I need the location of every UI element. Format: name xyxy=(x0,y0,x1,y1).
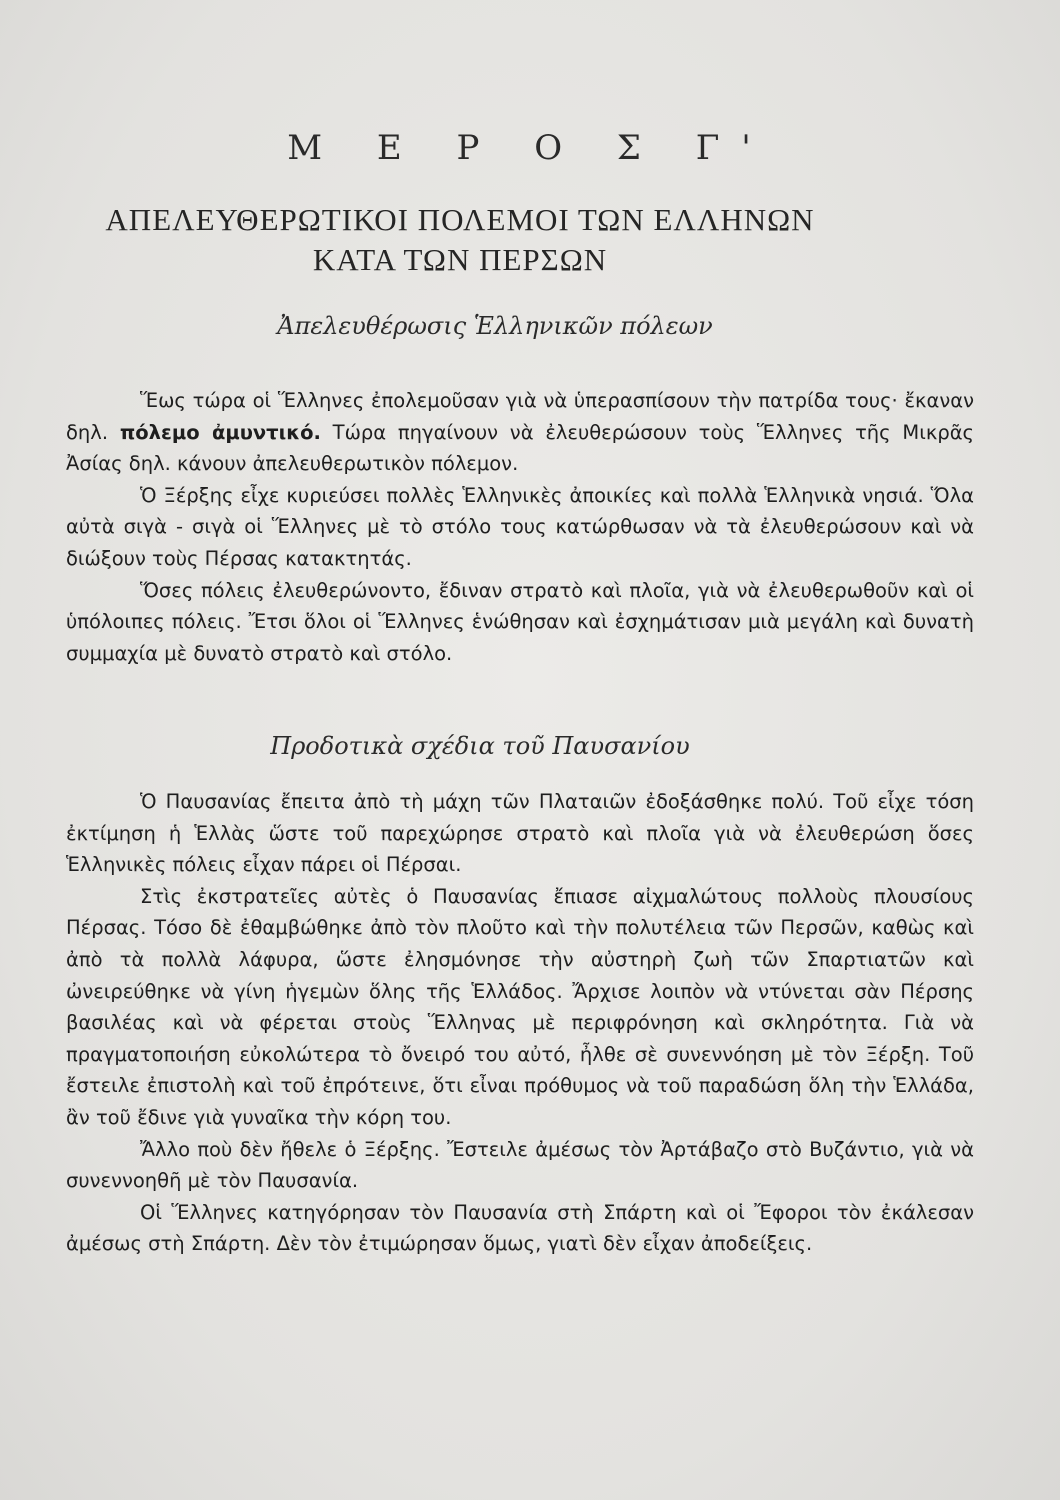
paragraph-text: Τώρα πηγαίνουν νὰ ἐλευθερώσουν τοὺς Ἕλληνες τῆς Μικρᾶς Ἀσίας δηλ. κάνουν ἀπελευθερωτικὸν πόλεμον. xyxy=(66,420,974,476)
paragraph: Στὶς ἐκστρατεῖες αὐτὲς ὁ Παυσανίας ἔπιασε αἰχμαλώτους πολλοὺς πλουσίους Πέρσας. Τόσο δὲ ἐθαμβώθηκε ἀπὸ τὸν πλοῦτο καὶ τὴν πολυτέλεια τῶν Περσῶν, καθὼς καὶ ἀπὸ τὰ πολλὰ λάφυρα, ὥστε ἐλησμόνησε τὴν αὐστηρὴ ζωὴ τῶν Σπαρτιατῶν καὶ ὠνειρεύθηκε νὰ γίνη ἡγεμὼν ὅλης τῆς Ἑλλάδος. Ἄρχισε λοιπὸν νὰ ντύνεται σὰν Πέρσης βασιλέας καὶ νὰ φέρεται στοὺς Ἕλληνας μὲ περιφρόνηση καὶ σκληρότητα. Γιὰ νὰ πραγματοποιήση εὐκολώτερα τὸ ὄνειρό του αὐτό, ἦλθε σὲ συνεννόηση μὲ τὸν Ξέρξη. Τοῦ ἔστειλε ἐπιστολὴ καὶ τοῦ ἐπρότεινε, ὅτι εἶναι πρόθυμος νὰ τοῦ παραδώση ὅλη τὴν Ἑλλάδα, ἂν τοῦ ἔδινε γιὰ γυναῖκα τὴν κόρη του. xyxy=(66,884,974,1129)
section-heading-liberation: Ἀπελευθέρωσις Ἑλληνικῶν πόλεων xyxy=(277,312,713,340)
paragraph: Ὅσες πόλεις ἐλευθερώνοντο, ἔδιναν στρατὸ καὶ πλοῖα, γιὰ νὰ ἐλευθερωθοῦν καὶ οἱ ὑπόλοιπες πόλεις. Ἔτσι ὅλοι οἱ Ἕλληνες ἑνώθησαν καὶ ἐσχημάτισαν μιὰ μεγάλη καὶ δυνατὴ συμμαχία μὲ δυνατὸ στρατὸ καὶ στόλο. xyxy=(66,578,974,665)
section-body-liberation xyxy=(66,385,974,669)
section-heading-pausanias: Προδοτικὰ σχέδια τοῦ Παυσανίου xyxy=(270,732,690,760)
paragraph xyxy=(66,385,974,480)
paragraph: Ὁ Ξέρξης εἶχε κυριεύσει πολλὲς Ἑλληνικὲς ἀποικίες καὶ πολλὰ Ἑλληνικὰ νησιά. Ὅλα αὐτὰ σιγὰ - σιγὰ οἱ Ἕλληνες μὲ τὸ στόλο τους κατώρθωσαν νὰ τὰ ἐλευθερώσουν καὶ νὰ διώξουν τοὺς Πέρσας κατακτητάς. xyxy=(66,483,974,570)
section-body-pausanias xyxy=(66,786,974,1260)
paragraph: Ἄλλο ποὺ δὲν ἤθελε ὁ Ξέρξης. Ἔστειλε ἀμέσως τὸν Ἀρτάβαζο στὸ Βυζάντιο, γιὰ νὰ συνεννοηθῆ μὲ τὸν Παυσανία. xyxy=(66,1137,974,1193)
paragraph: Ὁ Παυσανίας ἔπειτα ἀπὸ τὴ μάχη τῶν Πλαταιῶν ἐδοξάσθηκε πολύ. Τοῦ εἶχε τόση ἐκτίμηση ἡ Ἑλλὰς ὥστε τοῦ παρεχώρησε στρατὸ καὶ πλοῖα γιὰ νὰ ἐλευθερώση ὅσες Ἑλληνικὲς πόλεις εἶχαν πάρει οἱ Πέρσαι. xyxy=(66,790,974,877)
chapter-title-line-1: ΑΠΕΛΕΥΘΕΡΩΤΙΚΟΙ ΠΟΛΕΜΟΙ ΤΩΝ ΕΛΛΗΝΩΝ xyxy=(105,202,815,237)
chapter-title-line-2: ΚΑΤΑ ΤΩΝ ΠΕΡΣΩΝ xyxy=(312,242,608,277)
paragraph: Οἱ Ἕλληνες κατηγόρησαν τὸν Παυσανία στὴ Σπάρτη καὶ οἱ Ἔφοροι τὸν ἐκάλεσαν ἀμέσως στὴ Σπάρτη. Δὲν τὸν ἐτιμώρησαν ὅμως, γιατὶ δὲν εἶχαν ἀποδείξεις. xyxy=(66,1200,974,1256)
chapter-title xyxy=(40,200,880,280)
emphasis-text: πόλεμο ἀμυντικό. xyxy=(119,420,321,444)
paragraph-text: Ἕως τώρα οἱ Ἕλληνες ἐπολεμοῦσαν γιὰ νὰ ὑπερασπίσουν τὴν πατρίδα τους· ἔκαναν δηλ. xyxy=(66,389,974,444)
part-label: Μ Ε Ρ Ο Σ Γ' xyxy=(287,128,773,168)
